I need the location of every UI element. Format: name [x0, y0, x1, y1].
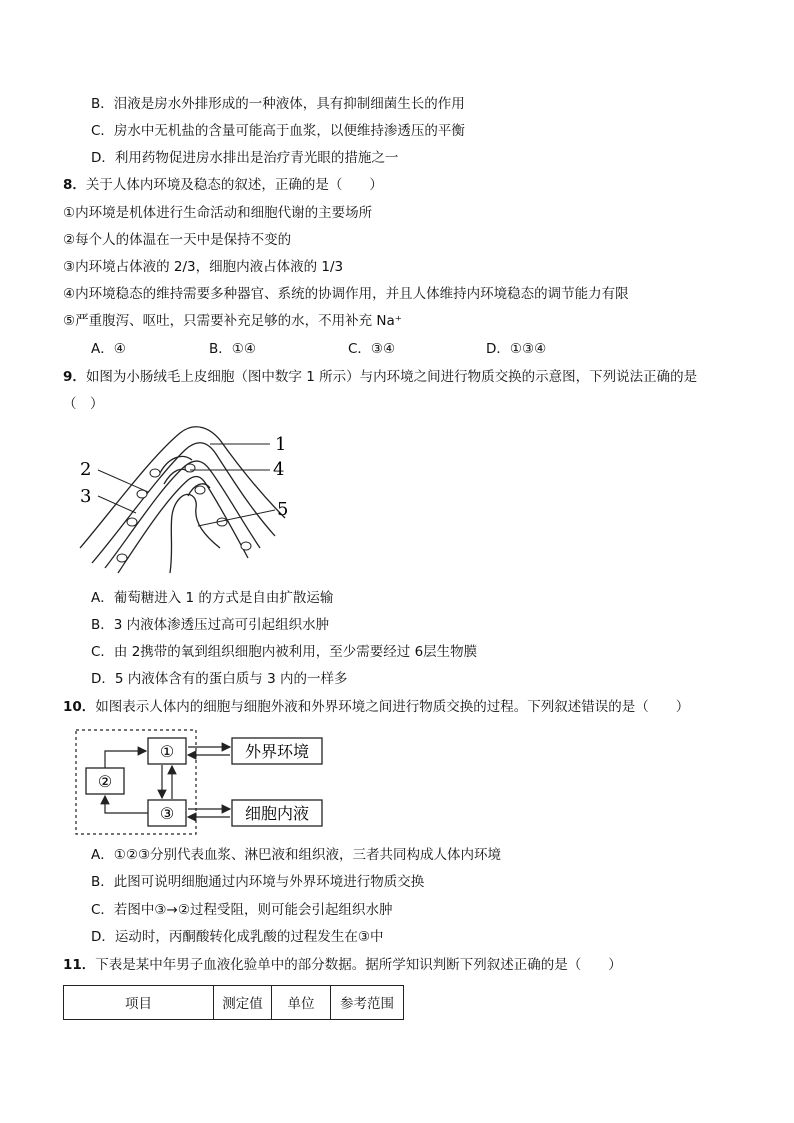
q8-stem [63, 176, 383, 194]
q10-option-c: C．若图中③→②过程受阻，则可能会引起组织水肿 [91, 902, 393, 918]
q9-stem-text: 如图为小肠绒毛上皮细胞（图中数字 1 所示）与内环境之间进行物质交换的示意图，下列说法正确的是 [85, 369, 698, 385]
header-unit: 单位 [272, 986, 331, 1020]
node-2-label: ② [97, 772, 113, 791]
header-measured-value: 测定值 [214, 986, 272, 1020]
node-1-label: ① [159, 742, 175, 761]
q7-option-b: B．泪液是房水外排形成的一种液体，具有抑制细菌生长的作用 [91, 96, 465, 112]
outer-environment-label: 外界环境 [244, 742, 310, 761]
q10-option-d: D．运动时，丙酮酸转化成乳酸的过程发生在③中 [91, 929, 384, 945]
q8-option-b: B．①④ [209, 341, 256, 357]
q10-stem [63, 698, 689, 716]
q8-option-a: A．④ [91, 341, 126, 357]
q8-item-4: ④内环境稳态的维持需要多种器官、系统的协调作用，并且人体维持内环境稳态的调节能力有限 [63, 286, 629, 302]
q7-option-c: C．房水中无机盐的含量可能高于血浆，以便维持渗透压的平衡 [91, 123, 465, 139]
q8-item-5: ⑤严重腹泻、呕吐，只需要补充足够的水，不用补充 Na⁺ [63, 313, 402, 329]
q9-option-d: D．5 内液体含有的蛋白质与 3 内的一样多 [91, 671, 348, 687]
q9-number: 9． [63, 369, 86, 385]
header-item: 项目 [64, 986, 214, 1020]
node-3-label: ③ [159, 804, 175, 823]
q11-number: 11． [63, 957, 96, 973]
q9-option-c: C．由 2携带的氧到组织细胞内被利用，至少需要经过 6层生物膜 [91, 644, 478, 660]
q11-stem-text: 下表是某中年男子血液化验单中的部分数据。据所学知识判断下列叙述正确的是（ ） [95, 957, 622, 973]
q8-number: 8． [63, 177, 86, 193]
intracellular-fluid-label: 细胞内液 [244, 804, 310, 823]
q8-item-1: ①内环境是机体进行生命活动和细胞代谢的主要场所 [63, 205, 373, 221]
q8-option-c: C．③④ [348, 341, 396, 357]
q10-option-b: B．此图可说明细胞通过内环境与外界环境进行物质交换 [91, 874, 425, 890]
figure-label-3: 3 [80, 486, 92, 507]
villus-figure [70, 418, 300, 578]
q10-number: 10． [63, 699, 96, 715]
blood-test-table [63, 985, 404, 1020]
table-header-row [64, 986, 404, 1020]
q10-stem-text: 如图表示人体内的细胞与细胞外液和外界环境之间进行物质交换的过程。下列叙述错误的是（ ） [95, 699, 690, 715]
q9-stem-bracket: （ ） [63, 396, 104, 412]
q8-option-d: D．①③④ [486, 341, 547, 357]
q7-option-d: D．利用药物促进房水排出是治疗青光眼的措施之一 [91, 150, 399, 166]
q11-stem [63, 956, 622, 974]
q9-stem [63, 368, 697, 386]
exchange-diagram [74, 728, 334, 838]
figure-label-2: 2 [80, 459, 92, 480]
q9-option-a: A．葡萄糖进入 1 的方式是自由扩散运输 [91, 590, 334, 606]
q8-item-2: ②每个人的体温在一天中是保持不变的 [63, 232, 292, 248]
header-reference-range: 参考范围 [331, 986, 404, 1020]
q8-item-3: ③内环境占体液的 2/3，细胞内液占体液的 1/3 [63, 259, 344, 275]
figure-label-5: 5 [277, 499, 289, 520]
q10-option-a: A．①②③分别代表血浆、淋巴液和组织液，三者共同构成人体内环境 [91, 847, 502, 863]
q9-option-b: B．3 内液体渗透压过高可引起组织水肿 [91, 617, 330, 633]
figure-label-4: 4 [273, 459, 285, 480]
q8-stem-text: 关于人体内环境及稳态的叙述，正确的是（ ） [85, 177, 383, 193]
figure-label-1: 1 [275, 434, 287, 455]
